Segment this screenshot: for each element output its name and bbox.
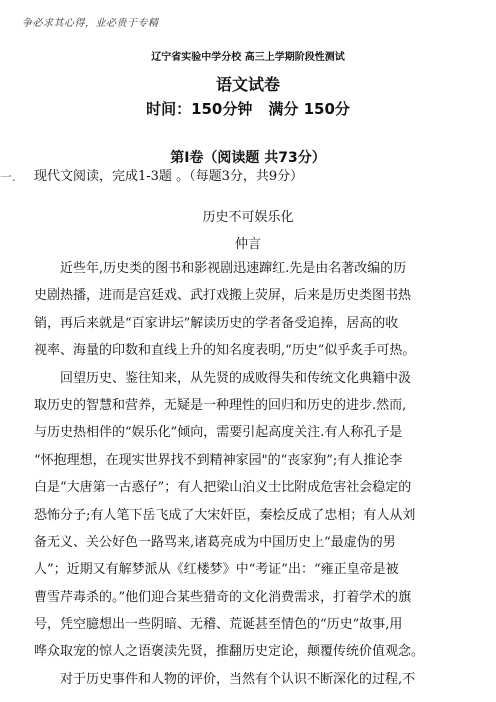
score-label: 满分 150分 (268, 100, 350, 118)
exam-title: 语文试卷 (215, 75, 280, 94)
body-line: 曹雪芹毒杀的。”他们迎合某些猎奇的文化消费需求，打着学术的旗 (34, 589, 412, 605)
header-motto: 争必求其心得，业必贵于专精 (22, 18, 159, 29)
body-line: 号，凭空臆想出一些阴暗、无稽、荒诞甚至情色的“历史”故事,用 (34, 617, 403, 633)
section-number: 一. (0, 170, 16, 184)
body-line: “怀抱理想，在现实世界找不到精神家园"的“丧家狗”;有人推论李 (34, 452, 403, 468)
time-score-line (0, 98, 496, 119)
time-label: 时间：150分钟 (146, 100, 253, 118)
body-line: 哗众取宠的惊人之语褒渎先贤，推翻历史定论，颠覆传统价值观念。 (34, 644, 425, 660)
body-line: 销，再后来就是“百家讲坛”解读历史的学者备受追捧，居高的收 (34, 315, 399, 331)
body-line: 恐怖分子;有人笔下岳飞成了大宋奸臣，秦桧反成了忠相；有人从刘 (34, 507, 416, 523)
body-line: 对于历史事件和人物的评价，当然有个认识不断深化的过程,不 (34, 671, 416, 687)
school-exam-line: 辽宁省实验中学分校 高三上学期阶段性测试 (151, 52, 345, 63)
body-line: 与历史热相伴的“娱乐化”倾向，需要引起高度关注.有人称孔子是 (34, 425, 403, 441)
section-instruction: 现代文阅读，完成1-3题 。（每题3分，共9分） (34, 169, 304, 184)
article-body (34, 255, 470, 693)
body-line: 史剧热播，进而是宫廷戏、武打戏搬上荧屏，后来是历史类图书热 (34, 288, 412, 304)
article-author: 仲言 (234, 237, 261, 252)
body-line: 人”；近期又有解梦派从《红楼梦》中“考证”出：“雍正皇帝是被 (34, 562, 399, 578)
body-line: 视率、海量的印数和直线上升的知名度表明,“历史”似乎炙手可热。 (34, 343, 416, 359)
body-line: 回望历史、鉴往知来，从先贤的成败得失和传统文化典籍中汲 (34, 370, 412, 386)
body-line: 备无义、关公好色一路骂来,诸葛亮成为中国历史上“最虚伪的男 (34, 534, 396, 550)
body-line: 白是“大唐第一古惑仔”；有人把梁山泊义士比附成危害社会稳定的 (34, 480, 412, 496)
part-title: 第I卷（阅读题 共73分） (170, 150, 326, 166)
article-title: 历史不可娱乐化 (202, 210, 294, 225)
body-line: 近些年,历史类的图书和影视剧迅速蹿红.先是由名著改编的历 (34, 261, 407, 276)
body-line: 取历史的智慧和营养，无疑是一种理性的回归和历史的进步.然而, (34, 397, 407, 413)
